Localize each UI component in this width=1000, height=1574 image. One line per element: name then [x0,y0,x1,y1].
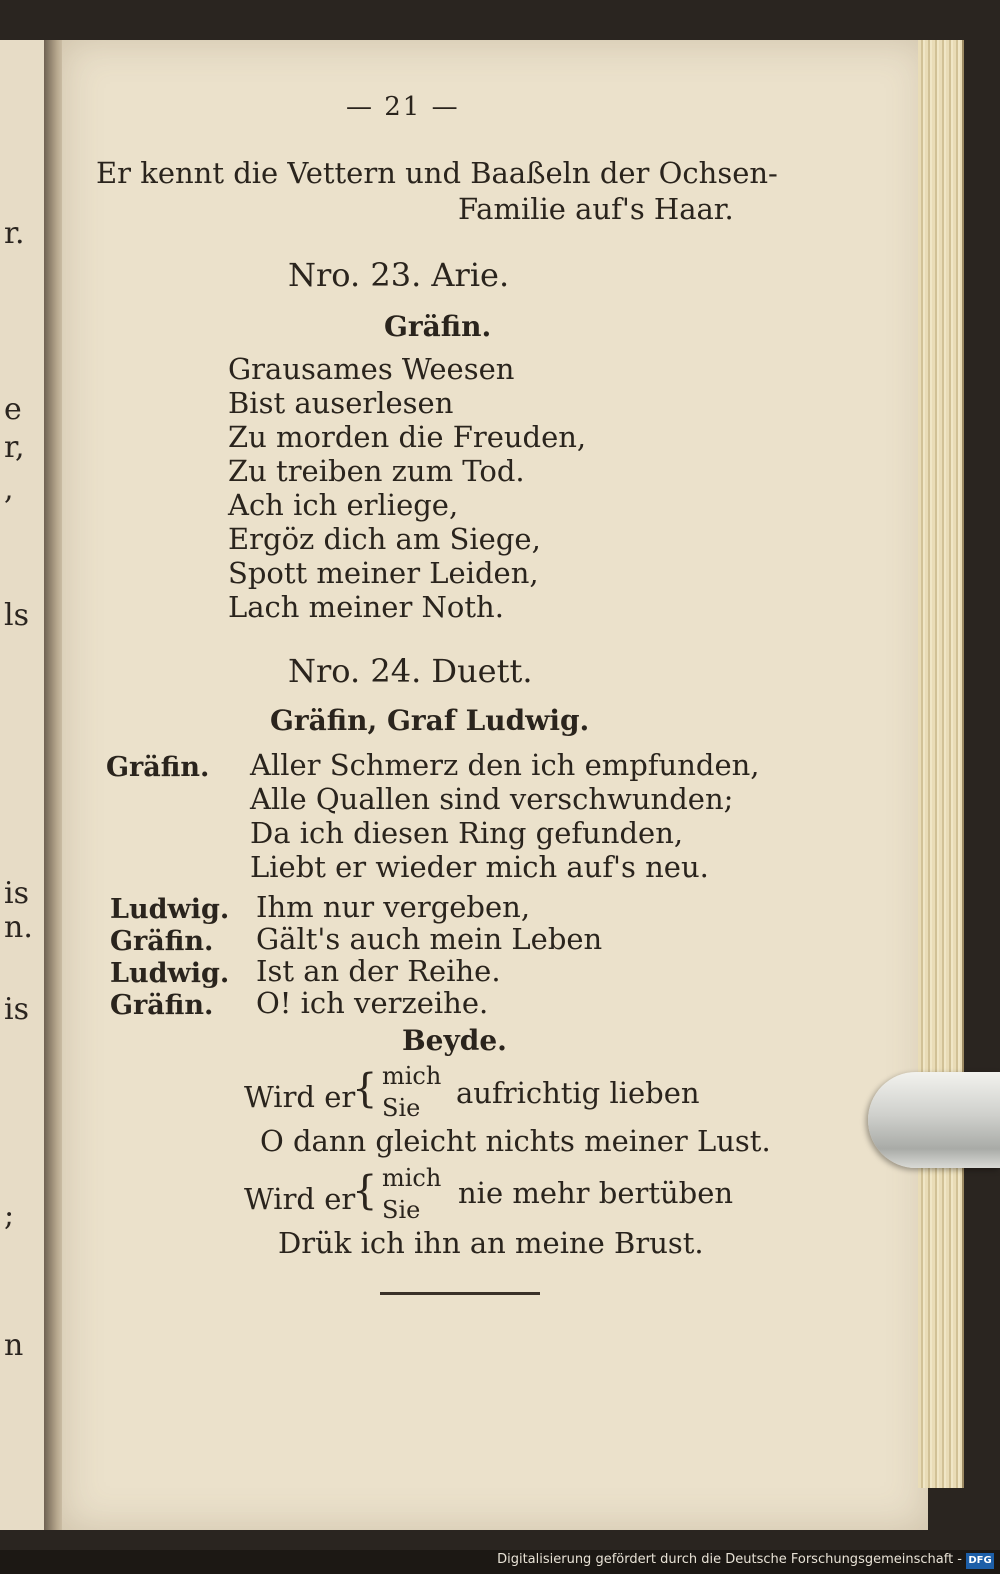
section-heading-no23: Nro. 23. Arie. [288,256,510,294]
duet-line: Da ich diesen Ring gefunden, [250,816,684,850]
left-page-fragment: n [4,1328,24,1363]
role-label: Gräfin. [110,990,214,1021]
verse-line: O dann gleicht nichts meiner Lust. [260,1124,771,1158]
duet-line: Alle Quallen sind verschwunden; [250,782,734,816]
aria-line: Ach ich erliege, [228,488,459,522]
page-number: — 21 — [346,92,460,122]
duet-line: Aller Schmerz den ich empfunden, [250,748,760,782]
aria-line: Spott meiner Leiden, [228,556,539,590]
dfg-logo: DFG [966,1553,994,1569]
exchange-line: Ihm nur vergeben, [256,890,531,924]
left-page-fragment: , [4,472,14,507]
verse-suffix: aufrichtig lieben [456,1076,700,1110]
left-page-fragment: ; [4,1198,15,1233]
role-label: Gräfin. [110,926,214,957]
verse-line: Drük ich ihn an meine Brust. [278,1226,704,1260]
option-mich: mich [382,1164,442,1192]
speaker-beyde: Beyde. [402,1024,507,1057]
left-page-fragment: is [4,876,29,911]
role-label: Ludwig. [110,894,230,925]
brace-symbol: { [352,1066,378,1112]
left-page-fragment: is [4,992,29,1027]
verse-prefix: Wird er [244,1182,356,1216]
option-mich: mich [382,1062,442,1090]
section-heading-no24: Nro. 24. Duett. [288,652,533,690]
aria-line: Grausames Weesen [228,352,515,386]
page-edges [918,40,964,1488]
duet-line: Liebt er wieder mich auf's neu. [250,850,709,884]
exchange-line: O! ich verzeihe. [256,986,489,1020]
footer-credit: Digitalisierung gefördert durch die Deutsche Forschungsgemeinschaft - [497,1552,962,1567]
aria-line: Lach meiner Noth. [228,590,504,624]
left-page-fragment: e [4,392,22,427]
page-clip [868,1072,1000,1168]
left-page-fragment: n. [4,910,33,945]
option-sie: Sie [382,1196,421,1224]
intro-line-2: Familie auf's Haar. [458,192,734,226]
aria-line: Ergöz dich am Siege, [228,522,541,556]
aria-line: Zu treiben zum Tod. [228,454,525,488]
left-page-fragment: ls [4,598,29,633]
left-page-fragment: r, [4,430,25,465]
aria-line: Bist auserlesen [228,386,454,420]
left-page-edge [0,40,46,1530]
end-rule [380,1292,540,1295]
intro-line-1: Er kennt die Vettern und Baaßeln der Ochsen- [96,156,778,190]
exchange-line: Ist an der Reihe. [256,954,501,988]
speaker-graefin: Gräfin. [384,310,492,343]
duet-speakers: Gräfin, Graf Ludwig. [270,704,590,737]
verse-suffix: nie mehr bertüben [458,1176,734,1210]
exchange-line: Gält's auch mein Leben [256,922,603,956]
brace-symbol: { [352,1168,378,1214]
aria-line: Zu morden die Freuden, [228,420,587,454]
role-graefin: Gräfin. [106,752,210,783]
verse-prefix: Wird er [244,1080,356,1114]
role-label: Ludwig. [110,958,230,989]
left-page-fragment: r. [4,216,25,251]
option-sie: Sie [382,1094,421,1122]
